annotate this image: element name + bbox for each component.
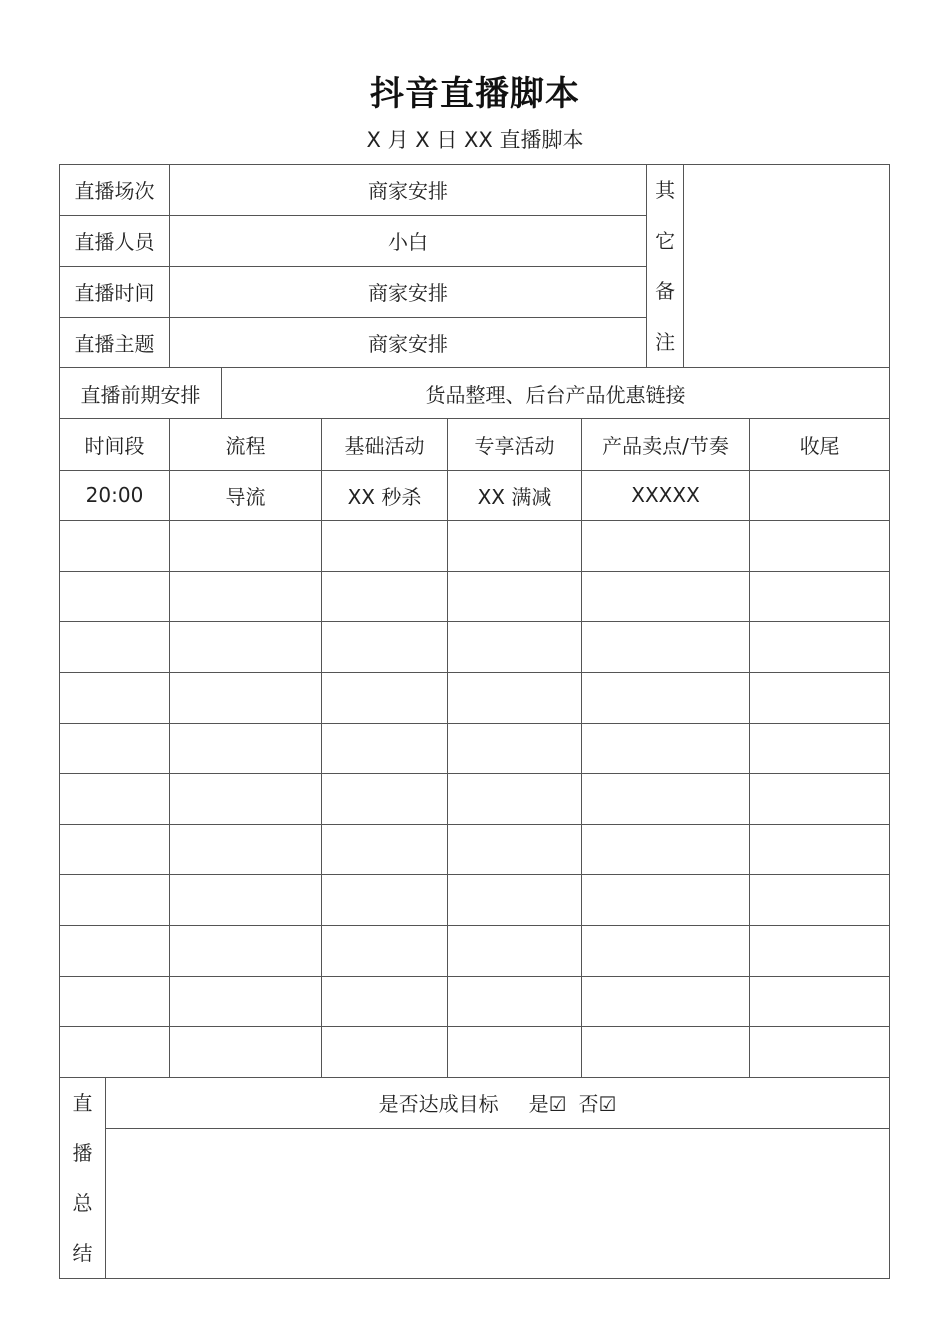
schedule-cell[interactable]	[322, 672, 448, 723]
info-value[interactable]: 商家安排	[170, 165, 647, 216]
info-label: 直播时间	[60, 266, 170, 317]
schedule-cell[interactable]	[322, 875, 448, 926]
schedule-cell[interactable]	[60, 521, 170, 572]
schedule-cell[interactable]	[582, 571, 750, 622]
info-value[interactable]: 商家安排	[170, 317, 647, 368]
schedule-cell[interactable]	[448, 875, 582, 926]
column-header: 收尾	[750, 418, 890, 470]
column-header: 流程	[170, 418, 322, 470]
schedule-cell[interactable]	[60, 672, 170, 723]
schedule-cell[interactable]	[750, 622, 890, 673]
schedule-cell[interactable]	[448, 774, 582, 825]
schedule-row-empty	[60, 875, 890, 926]
column-header: 专享活动	[448, 418, 582, 470]
notes-label: 其 它 备 注	[647, 165, 684, 368]
schedule-cell[interactable]	[170, 925, 322, 976]
schedule-cell[interactable]	[448, 925, 582, 976]
schedule-cell[interactable]	[322, 774, 448, 825]
schedule-cell[interactable]	[170, 521, 322, 572]
live-script-table	[59, 164, 890, 1279]
summary-goal-row	[60, 1077, 890, 1128]
schedule-cell[interactable]	[582, 1027, 750, 1078]
column-header: 产品卖点/节奏	[582, 418, 750, 470]
schedule-row-empty	[60, 976, 890, 1027]
summary-content[interactable]	[106, 1128, 890, 1278]
schedule-cell[interactable]	[322, 824, 448, 875]
schedule-row-empty	[60, 723, 890, 774]
schedule-cell[interactable]	[582, 774, 750, 825]
schedule-cell[interactable]	[582, 622, 750, 673]
schedule-cell[interactable]	[448, 622, 582, 673]
schedule-cell[interactable]	[322, 622, 448, 673]
schedule-cell[interactable]	[582, 521, 750, 572]
info-row	[60, 165, 890, 216]
schedule-cell[interactable]	[170, 774, 322, 825]
schedule-cell[interactable]	[322, 925, 448, 976]
schedule-cell[interactable]	[60, 622, 170, 673]
schedule-cell[interactable]	[448, 672, 582, 723]
schedule-cell[interactable]	[322, 1027, 448, 1078]
schedule-cell[interactable]	[750, 723, 890, 774]
schedule-cell[interactable]	[170, 976, 322, 1027]
schedule-cell[interactable]: 导流	[170, 470, 322, 521]
schedule-row-empty	[60, 521, 890, 572]
schedule-cell[interactable]	[448, 521, 582, 572]
info-label: 直播主题	[60, 317, 170, 368]
column-header: 时间段	[60, 418, 170, 470]
schedule-cell[interactable]	[448, 1027, 582, 1078]
schedule-cell[interactable]	[60, 824, 170, 875]
summary-content-row	[60, 1128, 890, 1278]
goal-no-checkbox[interactable]: 否☑	[578, 1092, 617, 1117]
schedule-cell[interactable]	[60, 571, 170, 622]
schedule-cell[interactable]	[170, 875, 322, 926]
document-subtitle: X 月 X 日 XX 直播脚本	[366, 128, 584, 152]
schedule-cell[interactable]	[582, 925, 750, 976]
schedule-cell[interactable]	[322, 571, 448, 622]
info-label: 直播场次	[60, 165, 170, 216]
schedule-cell[interactable]	[170, 723, 322, 774]
document-title: 抖音直播脚本	[370, 74, 580, 114]
schedule-row-empty	[60, 571, 890, 622]
schedule-cell[interactable]	[60, 774, 170, 825]
schedule-cell[interactable]	[750, 824, 890, 875]
summary-goal-cell	[106, 1077, 890, 1128]
schedule-cell[interactable]	[60, 925, 170, 976]
pre-arrangement-label: 直播前期安排	[60, 368, 222, 419]
goal-question: 是否达成目标	[378, 1092, 499, 1117]
schedule-cell[interactable]: XX 满减	[448, 470, 582, 521]
schedule-row-empty	[60, 774, 890, 825]
schedule-row	[60, 470, 890, 521]
schedule-cell[interactable]	[750, 571, 890, 622]
schedule-cell[interactable]	[750, 470, 890, 521]
schedule-cell[interactable]: XX 秒杀	[322, 470, 448, 521]
schedule-cell[interactable]	[322, 521, 448, 572]
schedule-cell[interactable]	[750, 774, 890, 825]
info-label: 直播人员	[60, 215, 170, 266]
schedule-cell[interactable]	[170, 824, 322, 875]
schedule-cell[interactable]	[750, 521, 890, 572]
schedule-cell[interactable]	[582, 976, 750, 1027]
info-value[interactable]: 商家安排	[170, 266, 647, 317]
schedule-row-empty	[60, 622, 890, 673]
schedule-cell[interactable]	[582, 723, 750, 774]
schedule-cell[interactable]	[750, 875, 890, 926]
schedule-cell[interactable]	[582, 875, 750, 926]
schedule-cell[interactable]	[448, 571, 582, 622]
pre-arrangement-row	[60, 368, 890, 419]
schedule-row-empty	[60, 672, 890, 723]
schedule-cell[interactable]	[322, 976, 448, 1027]
schedule-cell[interactable]	[750, 976, 890, 1027]
info-value[interactable]: 小白	[170, 215, 647, 266]
schedule-cell[interactable]	[60, 1027, 170, 1078]
schedule-cell[interactable]	[448, 976, 582, 1027]
column-header: 基础活动	[322, 418, 448, 470]
schedule-header-row	[60, 418, 890, 470]
schedule-cell[interactable]	[170, 1027, 322, 1078]
summary-label: 直 播 总 结	[60, 1077, 106, 1278]
schedule-row-empty	[60, 824, 890, 875]
notes-value[interactable]	[684, 165, 890, 368]
schedule-cell[interactable]	[170, 571, 322, 622]
schedule-cell[interactable]	[60, 875, 170, 926]
schedule-row-empty	[60, 1027, 890, 1078]
schedule-cell[interactable]	[170, 622, 322, 673]
schedule-cell[interactable]	[448, 824, 582, 875]
pre-arrangement-value[interactable]: 货品整理、后台产品优惠链接	[222, 368, 890, 419]
schedule-cell[interactable]: XXXXX	[582, 470, 750, 521]
schedule-cell[interactable]: 20:00	[60, 470, 170, 521]
schedule-cell[interactable]	[60, 723, 170, 774]
schedule-row-empty	[60, 925, 890, 976]
schedule-cell[interactable]	[448, 723, 582, 774]
schedule-cell[interactable]	[60, 976, 170, 1027]
schedule-cell[interactable]	[750, 1027, 890, 1078]
schedule-cell[interactable]	[170, 672, 322, 723]
schedule-cell[interactable]	[582, 672, 750, 723]
schedule-cell[interactable]	[582, 824, 750, 875]
goal-yes-checkbox[interactable]: 是☑	[528, 1092, 567, 1117]
schedule-cell[interactable]	[750, 672, 890, 723]
schedule-cell[interactable]	[750, 925, 890, 976]
schedule-cell[interactable]	[322, 723, 448, 774]
